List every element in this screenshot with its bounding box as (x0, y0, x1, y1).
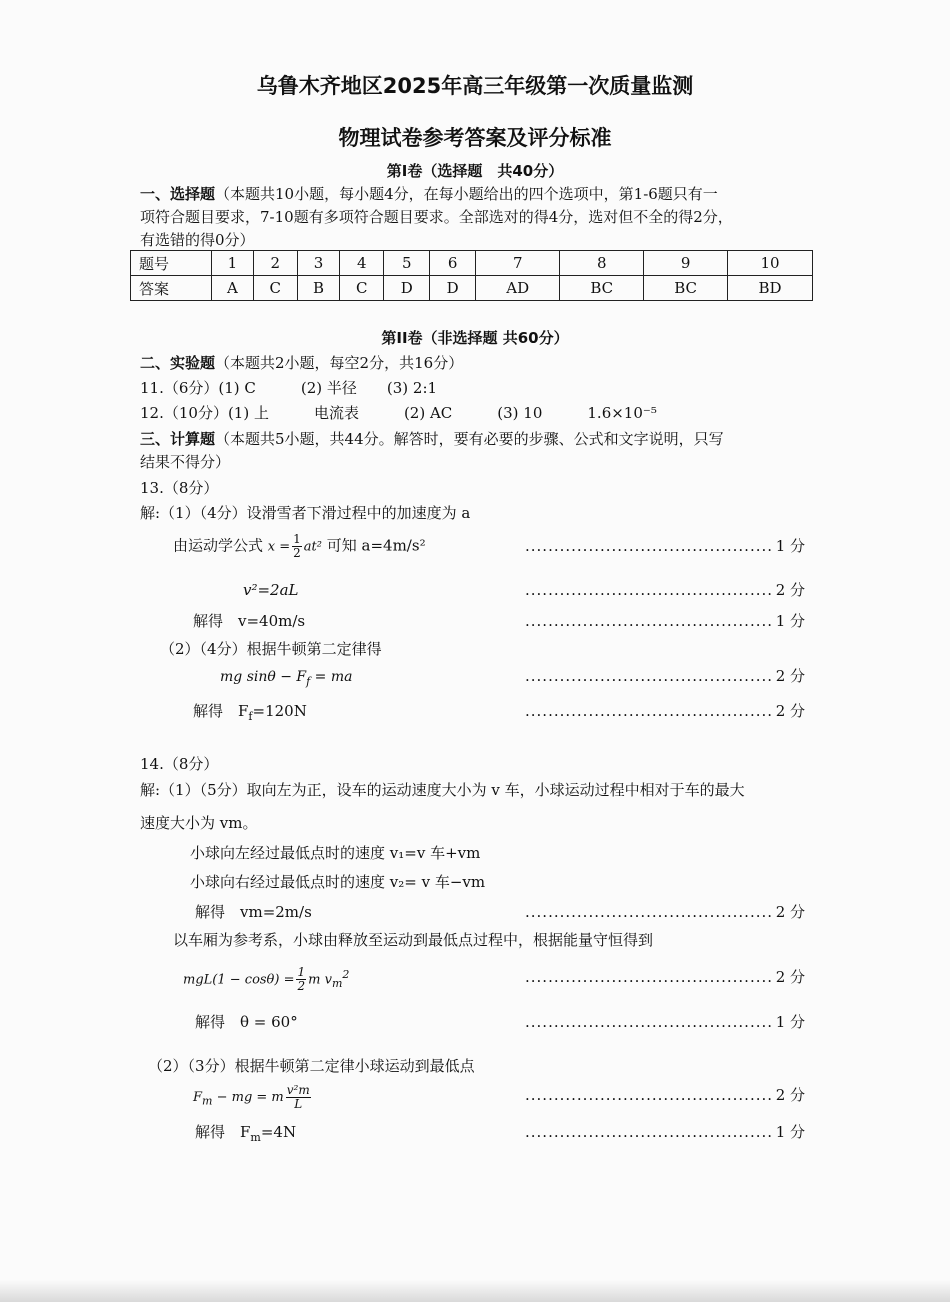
formula-f: F (193, 1090, 203, 1105)
section3-line1 (140, 428, 724, 450)
solution-prefix: 解得 F (193, 702, 249, 720)
q13-part2-text: （2）（4分）根据牛顿第二定律得 (160, 640, 382, 658)
q14-energy-text: 以车厢为参考系，小球由释放至运动到最低点过程中，根据能量守恒得到 (173, 931, 654, 949)
q13-formula-v2: v²=2aL (243, 581, 299, 599)
section1-line3: 有选错的得0分） (140, 231, 255, 249)
answer-cell: D (384, 276, 430, 301)
document-title: 乌鲁木齐地区2025年高三年级第一次质量监测 (256, 74, 694, 98)
question-number: 2 (253, 251, 297, 276)
q13-formula-newton (220, 666, 352, 693)
fraction-denominator: 2 (297, 979, 306, 994)
section1-line1 (140, 183, 718, 205)
answer-cell: B (297, 276, 339, 301)
section3-heading: 三、计算题 (140, 430, 216, 448)
formula-result: 可知 a=4m/s² (326, 536, 426, 555)
answer-cell: BC (560, 276, 644, 301)
q13-part1-text: 解:（1）（4分）设滑雪者下滑过程中的加速度为 a (140, 504, 471, 522)
section1-heading: 一、选择题 (140, 185, 216, 203)
question-number: 6 (430, 251, 476, 276)
section2-line (140, 352, 463, 374)
answer-cell: C (340, 276, 384, 301)
formula-right: = ma (310, 669, 353, 685)
answer-cell: C (253, 276, 297, 301)
q12-answer: 12.（10分）(1) 上 电流表 (2) AC (3) 10 1.6×10⁻⁵ (140, 404, 657, 422)
answer-table-answer-row (131, 276, 813, 301)
section3-line2: 结果不得分） (140, 453, 231, 471)
q14-part1-text: 解:（1）（5分）取向左为正，设车的运动速度大小为 v 车，小球运动过程中相对于车的最大 (140, 781, 745, 799)
answer-cell: BD (728, 276, 813, 301)
score-line (525, 579, 805, 600)
section2-heading: 二、实验题 (140, 354, 216, 372)
score-line (525, 966, 805, 987)
q14-formula-newton (193, 1084, 313, 1113)
question-number: 1 (212, 251, 254, 276)
q14-part1-text2: 速度大小为 vm。 (140, 814, 258, 832)
score-line (525, 535, 805, 556)
solution-value: =120N (252, 702, 307, 720)
q11-answer: 11.（6分）(1) C (2) 半径 (3) 2:1 (140, 379, 438, 397)
q13-solution-v: 解得 v=40m/s (193, 612, 306, 630)
score-line (525, 1011, 805, 1032)
formula-prefix: 由运动学公式 (173, 536, 264, 555)
formula-right: m v (308, 972, 332, 988)
q14-solution-theta: 解得 θ = 60° (195, 1013, 298, 1031)
formula-subscript: m (331, 976, 343, 990)
solution-value: =4N (260, 1123, 297, 1141)
fraction-numerator: 1 (293, 532, 301, 546)
q14-formula-energy: mgL(1 − cosθ) = $\frac{1}{2}$ m $v_m^2$ (183, 965, 350, 994)
solution-subscript: f (248, 710, 253, 723)
score-value: 1 分 (775, 612, 805, 630)
answer-cell: BC (644, 276, 728, 301)
fraction-denominator: L (294, 1097, 303, 1111)
page-edge-shadow (0, 1280, 950, 1302)
formula-left: mgL(1 − cosθ) = (183, 972, 295, 988)
score-value: 1 分 (775, 1123, 805, 1141)
score-line (525, 700, 805, 721)
section2-desc: （本题共2小题，每空2分，共16分） (215, 354, 464, 372)
q14-part2-text: （2）（3分）根据牛顿第二定律小球运动到最低点 (148, 1057, 475, 1075)
score-line (525, 610, 805, 631)
question-number: 10 (728, 251, 813, 276)
answer-table (130, 250, 813, 301)
q14-solution-vm: 解得 vm=2m/s (195, 903, 312, 921)
fraction-numerator: 1 (297, 965, 306, 980)
formula-at2: at² (303, 539, 322, 555)
answer-cell: D (430, 276, 476, 301)
section1-text1: （本题共10小题，每小题4分，在每小题给出的四个选项中，第1-6题只有一 (215, 185, 718, 203)
fraction-half (292, 533, 302, 560)
q14-solution-f (195, 1121, 296, 1149)
answer-label: 答案 (131, 276, 212, 301)
question-number: 9 (644, 251, 728, 276)
formula-x: x = (267, 539, 291, 555)
q14-left-velocity: 小球向左经过最低点时的速度 v₁=v 车+vm (190, 844, 481, 862)
question-number-label: 题号 (131, 251, 212, 276)
score-value: 1 分 (775, 1013, 805, 1031)
score-value: 2 分 (775, 903, 805, 921)
part1-title: 第I卷（选择题 共40分） (386, 162, 564, 180)
solution-prefix: 解得 F (195, 1123, 251, 1141)
score-line (525, 901, 805, 922)
question-number: 7 (476, 251, 560, 276)
question-number: 3 (297, 251, 339, 276)
formula-left: mg sinθ − F (220, 669, 307, 685)
formula-mid: − mg = m (212, 1090, 284, 1105)
answer-table-header-row (131, 251, 813, 276)
formula-subscript: m (202, 1094, 213, 1108)
section1-line2: 项符合题目要求，7-10题有多项符合题目要求。全部选对的得4分，选对但不全的得2分， (140, 208, 733, 226)
score-value: 2 分 (775, 581, 805, 599)
fraction-numerator: v²m (286, 1083, 310, 1097)
answer-cell: AD (476, 276, 560, 301)
document-subtitle: 物理试卷参考答案及评分标准 (338, 126, 612, 150)
formula-subscript: f (306, 674, 311, 688)
fraction-half (296, 966, 306, 993)
score-value: 2 分 (775, 667, 805, 685)
fraction-denominator: 2 (293, 546, 301, 560)
score-line (525, 1121, 805, 1142)
score-value: 2 分 (775, 968, 805, 986)
section3-text1: （本题共5小题，共44分。解答时，要有必要的步骤、公式和文字说明，只写 (215, 430, 724, 448)
score-value: 2 分 (775, 702, 805, 720)
q13-formula-kinematics (173, 533, 426, 560)
fraction-vm2-over-L (286, 1084, 311, 1111)
q13-solution-f (193, 700, 307, 728)
score-value: 2 分 (775, 1086, 805, 1104)
question-number: 5 (384, 251, 430, 276)
score-line (525, 665, 805, 686)
q14-right-velocity: 小球向右经过最低点时的速度 v₂= v 车−vm (190, 873, 486, 891)
score-value: 1 分 (775, 537, 805, 555)
question-number: 8 (560, 251, 644, 276)
solution-subscript: m (250, 1131, 261, 1144)
answer-cell: A (212, 276, 254, 301)
part2-title: 第II卷（非选择题 共60分） (381, 329, 569, 347)
score-line (525, 1084, 805, 1105)
q14-label: 14.（8分） (140, 755, 219, 773)
q13-label: 13.（8分） (140, 479, 219, 497)
question-number: 4 (340, 251, 384, 276)
